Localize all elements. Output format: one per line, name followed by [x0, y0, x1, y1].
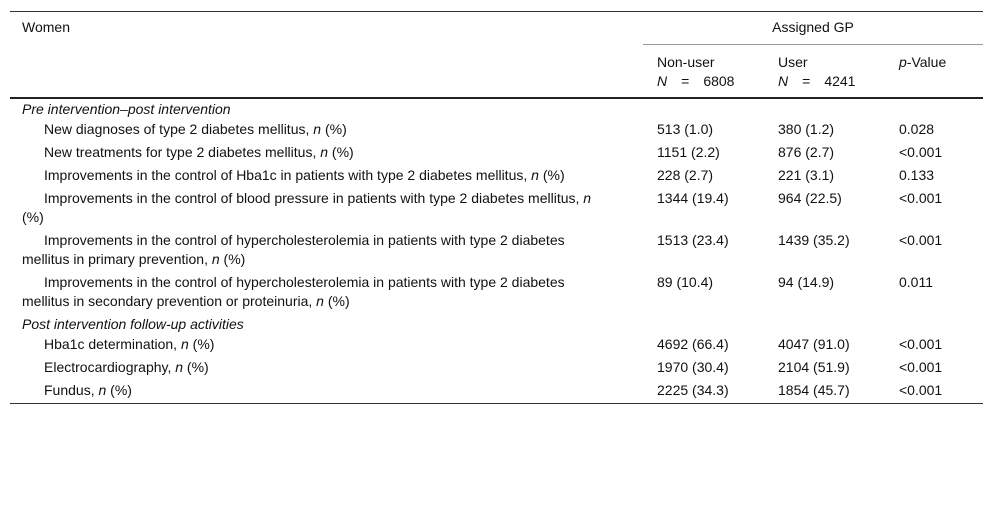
row-label: Electrocardiography, n (%): [44, 359, 209, 375]
row-label: Improvements in the control of blood pressure in patients with type 2 diabetes mellitus, n (%): [22, 190, 592, 225]
row-label: Improvements in the control of hypercholesterolemia in patients with type 2 diabetes mellitus in primary prevention, n (%): [22, 232, 565, 267]
nonuser-value: 1344 (19.4): [657, 190, 729, 206]
nonuser-value: 1151 (2.2): [657, 144, 720, 160]
table-row: [10, 188, 983, 230]
nonuser-value: 89 (10.4): [657, 274, 714, 290]
nonuser-value: 4692 (66.4): [657, 336, 729, 352]
table-row: [10, 357, 983, 380]
user-value: 380 (1.2): [778, 121, 835, 137]
p-value: 0.011: [899, 274, 933, 290]
p-value-header: p-Value: [899, 54, 947, 70]
user-value: 1439 (35.2): [778, 232, 850, 248]
section-row: [10, 314, 983, 334]
table-row: [10, 119, 983, 142]
user-value: 1854 (45.7): [778, 382, 850, 398]
row-label: New diagnoses of type 2 diabetes mellitus, n (%): [44, 121, 347, 137]
p-value: <0.001: [899, 359, 943, 375]
nonuser-value: 513 (1.0): [657, 121, 714, 137]
table-row: [10, 334, 983, 357]
user-value: 221 (3.1): [778, 167, 835, 183]
user-value: 964 (22.5): [778, 190, 842, 206]
p-value: <0.001: [899, 336, 943, 352]
table-row: [10, 230, 983, 272]
p-value: <0.001: [899, 382, 943, 398]
nonuser-value: 1970 (30.4): [657, 359, 729, 375]
table-row: [10, 380, 983, 404]
p-value: 0.133: [899, 167, 935, 183]
nonuser-value: 228 (2.7): [657, 167, 714, 183]
group-label: Women: [22, 19, 70, 35]
table-row: [10, 272, 983, 314]
p-value: 0.028: [899, 121, 935, 137]
nonuser-value: 2225 (34.3): [657, 382, 729, 398]
nonuser-header: Non-user N = 6808: [657, 54, 735, 89]
user-header: User N = 4241: [778, 54, 856, 89]
section-title: Pre intervention–post intervention: [22, 101, 231, 117]
p-value: <0.001: [899, 190, 943, 206]
user-value: 876 (2.7): [778, 144, 835, 160]
header-row-1: [10, 12, 983, 45]
user-value: 94 (14.9): [778, 274, 835, 290]
section-row: [10, 98, 983, 119]
p-value: <0.001: [899, 144, 943, 160]
row-label: Improvements in the control of hypercholesterolemia in patients with type 2 diabetes mellitus in secondary prevention or proteinuria, n (%): [22, 274, 565, 309]
table-row: [10, 165, 983, 188]
row-label: New treatments for type 2 diabetes mellitus, n (%): [44, 144, 354, 160]
assigned-gp-header: Assigned GP: [643, 12, 983, 45]
section-title: Post intervention follow-up activities: [22, 316, 244, 332]
p-value: <0.001: [899, 232, 943, 248]
user-value: 2104 (51.9): [778, 359, 850, 375]
user-value: 4047 (91.0): [778, 336, 850, 352]
nonuser-value: 1513 (23.4): [657, 232, 729, 248]
row-label: Fundus, n (%): [44, 382, 132, 398]
row-label: Improvements in the control of Hba1c in patients with type 2 diabetes mellitus, n (%): [44, 167, 565, 183]
header-row-2: [10, 45, 983, 99]
table-row: [10, 142, 983, 165]
results-table: [10, 11, 983, 404]
row-label: Hba1c determination, n (%): [44, 336, 215, 352]
